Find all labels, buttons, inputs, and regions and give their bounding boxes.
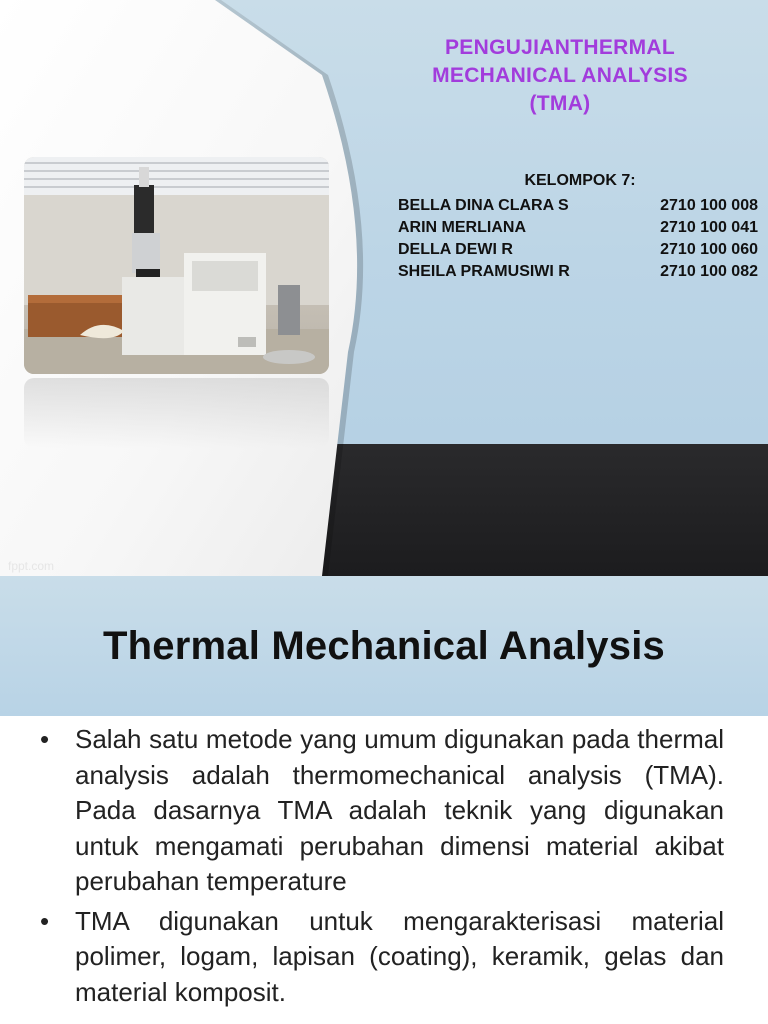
title-line: PENGUJIANTHERMAL: [445, 36, 675, 59]
member-row: [398, 217, 758, 239]
member-name: ARIN MERLIANA: [398, 219, 526, 236]
member-id: 2710 100 082: [660, 263, 758, 280]
bullet-icon: •: [40, 724, 50, 754]
member-list: [398, 195, 758, 283]
slide-heading: Thermal Mechanical Analysis: [103, 624, 665, 668]
member-row: [398, 195, 758, 217]
bullet-text: Salah satu metode yang umum digunakan pada thermal analysis adalah thermomechanical analysis (TMA). Pada dasarnya TMA adalah teknik yang digunakan untuk mengamati perubahan dimensi material akibat perubahan temperature: [75, 724, 724, 896]
bullet-icon: •: [40, 905, 50, 936]
member-id: 2710 100 008: [660, 197, 758, 214]
content-slide: [0, 576, 768, 1024]
member-id: 2710 100 060: [660, 241, 758, 258]
photo-reflection: [24, 378, 329, 448]
member-name: DELLA DEWI R: [398, 241, 513, 258]
member-id: 2710 100 041: [660, 219, 758, 236]
member-name: BELLA DINA CLARA S: [398, 197, 569, 214]
slide-title: [380, 34, 740, 118]
tma-instrument-photo: [24, 157, 329, 374]
bullet-text: TMA digunakan untuk mengarakterisasi material polimer, logam, lapisan (coating), keramik, gelas dan material komposit.: [75, 905, 724, 1007]
member-name: SHEILA PRAMUSIWI R: [398, 263, 570, 280]
title-line: (TMA): [529, 92, 591, 115]
bullet-item: [40, 904, 724, 1011]
member-row: [398, 239, 758, 261]
member-row: [398, 261, 758, 283]
title-line: MECHANICAL ANALYSIS: [432, 64, 688, 87]
watermark: fppt.com: [8, 559, 55, 573]
group-heading: KELOMPOK 7:: [524, 172, 636, 189]
bullet-list: [40, 722, 724, 1014]
bullet-item: [40, 722, 724, 900]
